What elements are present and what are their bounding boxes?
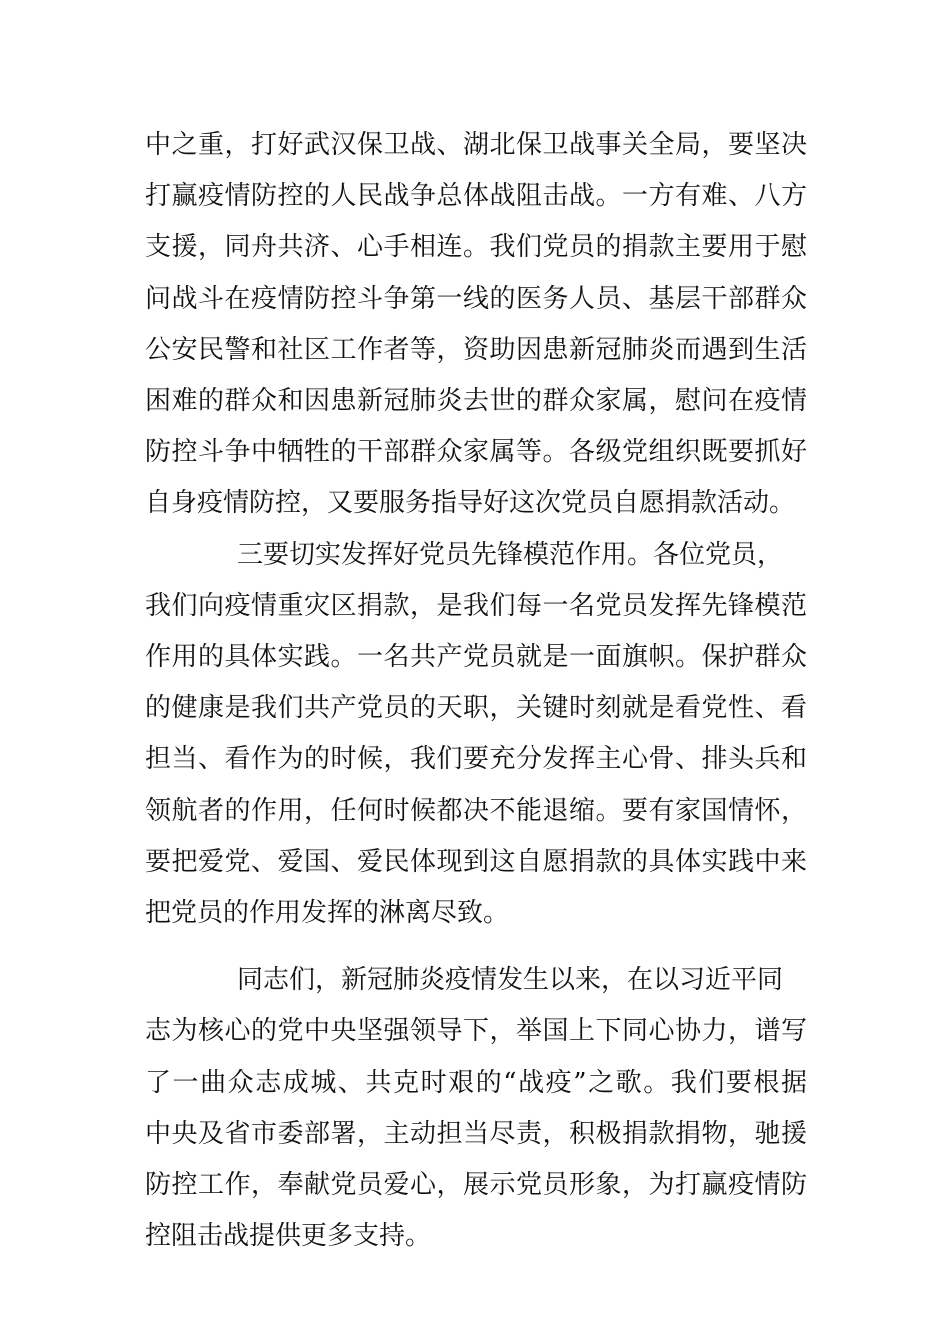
text-line: 问战斗在疫情防控斗争第一线的医务人员、基层干部群众 xyxy=(145,283,807,314)
paragraph-3 xyxy=(145,955,807,1262)
text-line: 中央及省市委部署，主动担当尽责，积极捐款捐物，驰援 xyxy=(145,1118,807,1149)
text-line: 作用的具体实践。一名共产党员就是一面旗帜。保护群众 xyxy=(145,642,807,673)
text-line: 三要切实发挥好党员先锋模范作用。各位党员， xyxy=(237,539,784,570)
text-line: 我们向疫情重灾区捐款，是我们每一名党员发挥先锋模范 xyxy=(145,590,807,621)
paragraph-1 xyxy=(145,120,807,530)
text-line: 中之重，打好武汉保卫战、湖北保卫战事关全局，要坚决 xyxy=(145,130,807,160)
text-line: 同志们，新冠肺炎疫情发生以来，在以习近平同 xyxy=(237,965,784,996)
paragraph-2 xyxy=(145,530,807,940)
document-body xyxy=(145,120,807,1262)
text-line: 支援，同舟共济、心手相连。我们党员的捐款主要用于慰 xyxy=(145,232,807,263)
text-line: 困难的群众和因患新冠肺炎去世的群众家属，慰问在疫情 xyxy=(145,386,807,417)
text-line: 的健康是我们共产党员的天职，关键时刻就是看党性、看 xyxy=(145,693,807,724)
text-line: 打赢疫情防控的人民战争总体战阻击战。一方有难、八方 xyxy=(145,181,807,212)
text-line: 领航者的作用，任何时候都决不能退缩。要有家国情怀， xyxy=(145,795,807,826)
text-line: 公安民警和社区工作者等，资助因患新冠肺炎而遇到生活 xyxy=(145,334,807,365)
text-line: 控阻击战提供更多支持。 xyxy=(145,1221,432,1252)
text-line: 防控斗争中牺牲的干部群众家属等。各级党组织既要抓好 xyxy=(145,437,807,468)
text-line: 要把爱党、爱国、爱民体现到这自愿捐款的具体实践中来 xyxy=(145,846,807,877)
text-line: 志为核心的党中央坚强领导下，举国上下同心协力，谱写 xyxy=(145,1016,807,1047)
text-line: 把党员的作用发挥的淋离尽致。 xyxy=(145,898,510,929)
text-line: 自身疫情防控，又要服务指导好这次党员自愿捐款活动。 xyxy=(145,488,796,519)
text-line: 了一曲众志成城、共克时艰的“战疫”之歌。我们要根据 xyxy=(145,1067,807,1098)
text-line: 防控工作，奉献党员爱心，展示党员形象，为打赢疫情防 xyxy=(145,1170,807,1201)
text-line: 担当、看作为的时候，我们要充分发挥主心骨、排头兵和 xyxy=(145,744,807,775)
